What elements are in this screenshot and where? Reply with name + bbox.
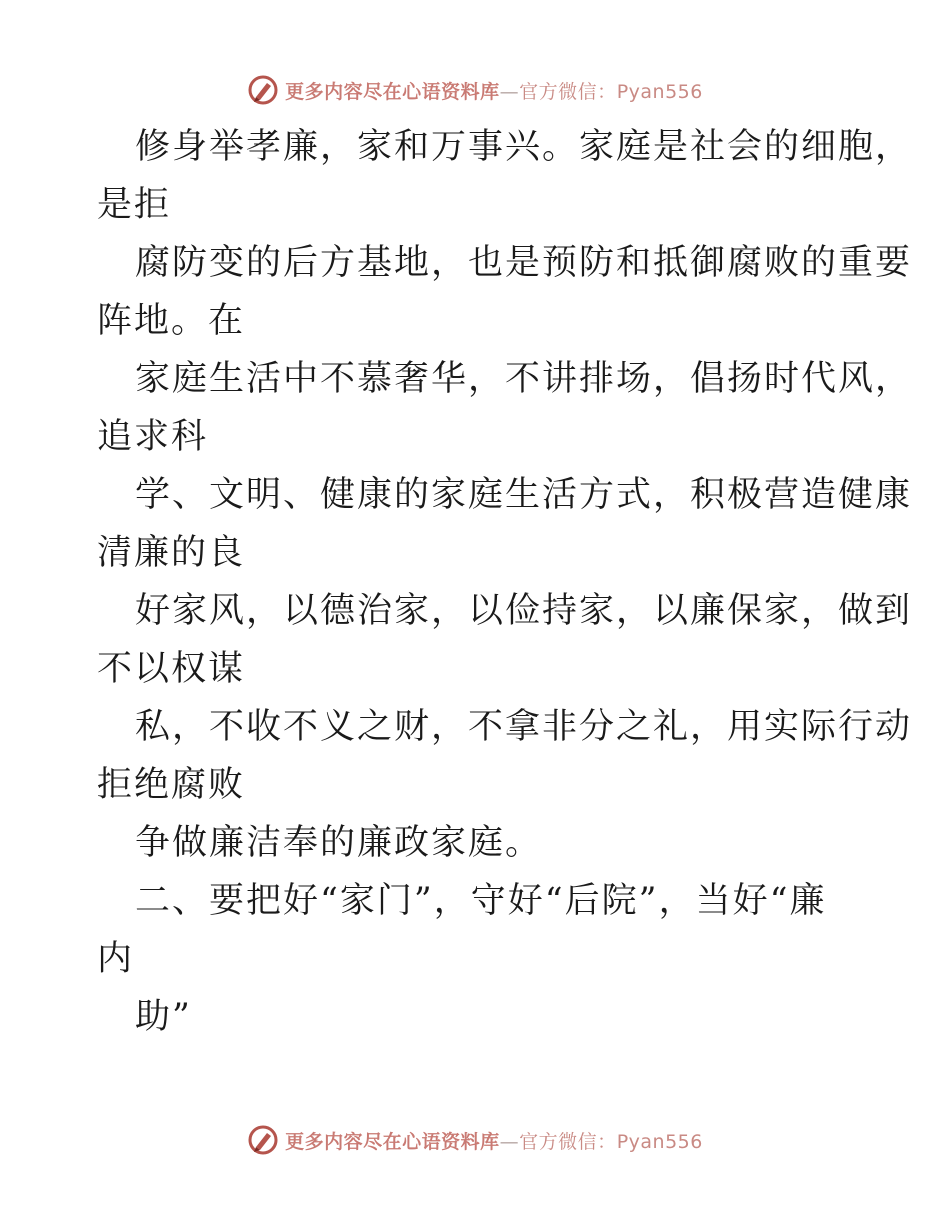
header-site-text: 更多内容尽在心语资料库 [285,80,500,103]
body-line: 清廉的良 [97,533,246,573]
body-line: 腐防变的后方基地，也是预防和抵御腐败的重要 [135,243,913,283]
header-banner-text [285,77,703,104]
section-heading-line: 二、要把好“家门”，守好“后院”，当好“廉 [135,881,827,921]
footer-banner [0,1122,950,1158]
header-wechat-label: 官方微信： [519,80,617,103]
footer-separator: — [499,1130,520,1153]
body-line: 私，不收不义之财，不拿非分之礼，用实际行动 [135,707,913,747]
section-heading-line: 助” [135,997,192,1037]
body-line: 修身举孝廉，家和万事兴。家庭是社会的细胞， [135,127,913,167]
body-line: 好家风，以德治家，以俭持家，以廉保家，做到 [135,591,913,631]
section-heading-line: 内 [97,939,135,979]
body-line: 学、文明、健康的家庭生活方式，积极营造健康 [135,475,913,515]
body-line: 追求科 [97,417,209,457]
pen-logo-icon [247,1124,279,1156]
footer-site-text: 更多内容尽在心语资料库 [285,1130,500,1153]
body-line: 阵地。在 [97,301,246,341]
header-banner [0,72,950,108]
footer-banner-text [285,1127,703,1154]
pen-logo-icon [247,74,279,106]
footer-wechat-label: 官方微信： [519,1130,617,1153]
body-line: 家庭生活中不慕奢华，不讲排场，倡扬时代风， [135,359,913,399]
body-line: 是拒 [97,185,172,225]
header-wechat-id: Pyan556 [616,80,703,103]
footer-wechat-id: Pyan556 [616,1130,703,1153]
document-body [97,118,913,1046]
body-line: 不以权谋 [97,649,246,689]
body-line: 拒绝腐败 [97,765,246,805]
header-separator: — [499,80,520,103]
body-line: 争做廉洁奉的廉政家庭。 [135,823,543,863]
